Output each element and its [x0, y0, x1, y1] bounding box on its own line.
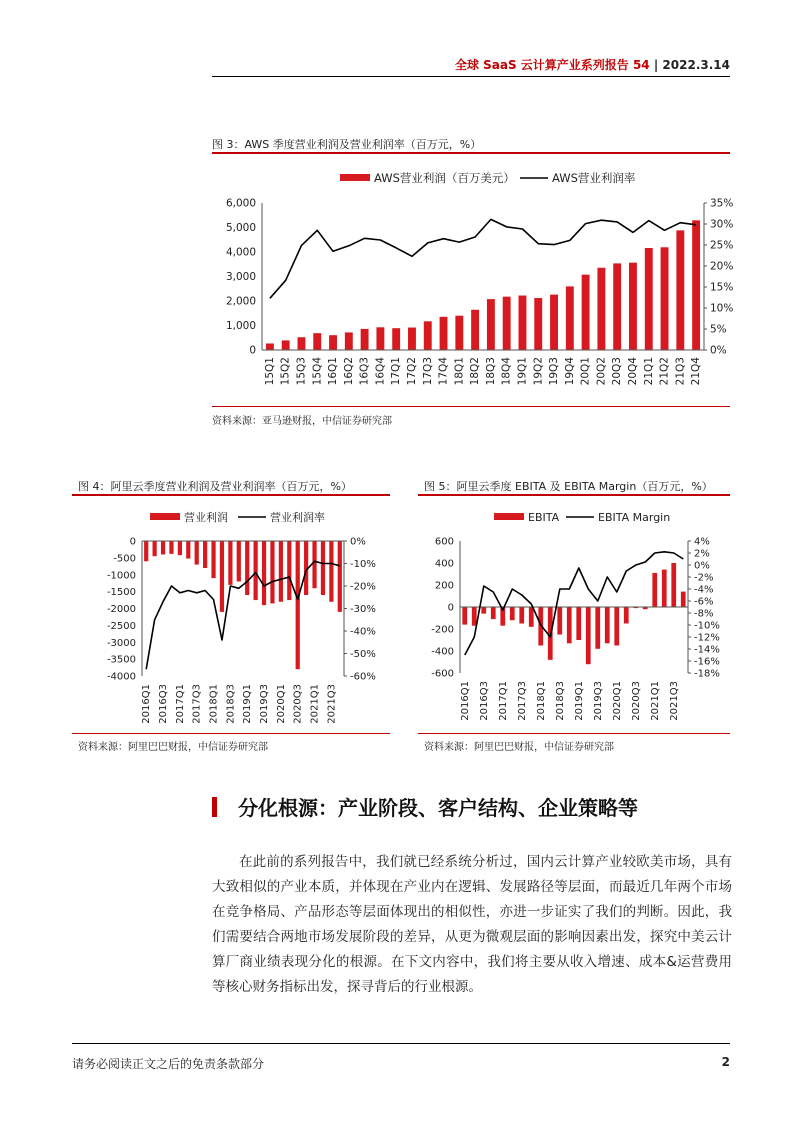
fig4-bar-2021Q4	[338, 541, 342, 612]
fig3-x-tick: 17Q1	[390, 357, 403, 386]
fig5-yleft-tick: -600	[431, 668, 454, 680]
fig4-yleft-tick: -1500	[106, 587, 136, 599]
fig3-x-tick: 17Q4	[437, 357, 450, 386]
fig4-yleft-tick: -1000	[106, 570, 136, 582]
fig5-yleft-tick: 400	[434, 558, 454, 570]
fig4-bar-2017Q3	[195, 541, 199, 565]
fig4-yright-tick: -20%	[350, 581, 376, 593]
fig5-bar-2019Q3	[595, 607, 600, 649]
fig5-bar-2020Q2	[624, 607, 629, 624]
footer-disclaimer: 请务必阅读正文之后的免责条款部分	[72, 1057, 265, 1071]
fig5-yright-tick: -6%	[694, 596, 714, 608]
fig5-bar-2021Q2	[662, 570, 667, 607]
fig3-bar-20Q1	[582, 275, 590, 350]
figure-3-source-rule	[212, 406, 730, 407]
header-date: 2022.3.14	[662, 58, 730, 72]
fig4-bar-2020Q2	[287, 541, 291, 600]
fig5-yright-tick: 0%	[694, 560, 710, 572]
fig4-x-tick: 2019Q3	[259, 684, 271, 724]
fig3-x-tick: 15Q4	[311, 357, 324, 386]
fig4-x-tick: 2021Q1	[309, 684, 321, 724]
fig5-x-tick: 2019Q3	[592, 681, 604, 721]
fig4-margin-line	[146, 561, 340, 669]
fig4-yleft-tick: -3000	[106, 637, 136, 649]
fig4-x-tick: 2020Q1	[275, 684, 287, 724]
fig5-x-tick: 2018Q3	[554, 681, 566, 721]
fig5-x-tick: 2021Q3	[668, 681, 680, 721]
figure-5-source-rule	[418, 733, 730, 734]
fig4-yright-tick: -30%	[350, 604, 376, 615]
fig3-bar-20Q4	[629, 263, 637, 350]
section-marker	[212, 797, 217, 817]
fig4-legend-line-label: 营业利润率	[270, 511, 325, 524]
fig3-bar-21Q4	[692, 220, 700, 350]
fig5-legend-line-label: EBITA Margin	[598, 511, 671, 524]
fig3-bar-21Q3	[676, 230, 684, 350]
fig3-bar-18Q3	[487, 299, 495, 350]
fig3-yleft-tick: 6,000	[225, 197, 256, 210]
fig3-bar-15Q3	[298, 337, 306, 350]
fig3-bar-18Q4	[503, 297, 511, 350]
fig3-x-tick: 15Q2	[279, 357, 292, 386]
fig3-yleft-tick: 3,000	[225, 271, 256, 283]
fig5-bar-2019Q1	[576, 607, 581, 640]
fig4-bar-2018Q4	[237, 541, 241, 582]
fig3-bar-17Q4	[440, 317, 448, 350]
fig4-yright-tick: -40%	[350, 626, 376, 638]
fig5-yright-tick: -12%	[694, 632, 720, 644]
report-header	[455, 56, 730, 73]
fig5-yright-tick: -10%	[694, 620, 720, 632]
fig3-yright-tick: 0%	[710, 344, 727, 357]
fig5-x-tick: 2018Q1	[535, 681, 547, 721]
fig5-bar-2019Q4	[605, 607, 610, 643]
fig3-bar-16Q4	[376, 327, 384, 350]
fig3-x-tick: 16Q1	[327, 357, 340, 386]
fig3-x-tick: 20Q4	[626, 357, 639, 386]
header-divider	[212, 76, 730, 77]
fig4-legend-bar-label: 营业利润	[184, 511, 228, 524]
fig3-x-tick: 21Q2	[658, 357, 671, 386]
fig4-yleft-tick: -2500	[106, 620, 136, 632]
fig4-yright-tick: -10%	[350, 559, 376, 570]
fig3-yright-tick: 15%	[710, 281, 734, 294]
fig4-bar-2017Q4	[203, 541, 207, 568]
figure-3-source: 资料来源：亚马逊财报，中信证券研究部	[212, 416, 392, 427]
fig4-yleft-tick: -2000	[106, 604, 136, 615]
fig3-legend-line-label: AWS营业利润率	[552, 171, 636, 185]
body-paragraph: 在此前的系列报告中，我们就已经系统分析过，国内云计算产业较欧美市场，具有大致相似的产业本质，并体现在产业内在逻辑、发展路径等层面，而最近几年两个市场在竞争格局、产品形态等层面体现出的相似性，亦进一步证实了我们的判断。因此，我们需要结合两地市场发展阶段的差异，从更为微观层面的影响因素出发，探究中美云计算厂商业绩表现分化的根源。在下文内容中，我们将主要从收入增速、成本&运营费用等核心财务指标出发，探寻背后的行业根源。	[212, 854, 732, 995]
fig5-yleft-tick: -200	[431, 624, 454, 636]
fig3-x-tick: 15Q1	[263, 357, 276, 386]
fig3-bar-21Q1	[645, 248, 653, 350]
fig3-x-tick: 20Q2	[595, 357, 608, 386]
fig3-x-tick: 15Q3	[295, 357, 308, 386]
figure-4-source: 资料来源：阿里巴巴财报，中信证券研究部	[78, 742, 268, 753]
fig3-x-tick: 16Q4	[374, 357, 387, 386]
fig5-bar-2016Q3	[481, 607, 486, 614]
header-separator: |	[653, 58, 659, 72]
fig3-yleft-tick: 1,000	[225, 320, 256, 332]
fig4-bar-2017Q2	[186, 541, 190, 559]
fig4-yright-tick: 0%	[350, 536, 366, 548]
fig4-bar-2021Q3	[329, 541, 333, 602]
fig4-bar-2019Q2	[254, 541, 258, 600]
fig5-bar-2017Q4	[529, 607, 534, 627]
fig5-yleft-tick: 0	[447, 602, 454, 614]
figure-3-title-rule	[212, 152, 730, 154]
fig4-bar-2021Q1	[312, 541, 316, 588]
fig3-yleft-tick: 5,000	[225, 222, 256, 234]
fig3-bar-21Q2	[661, 247, 669, 350]
fig5-yright-tick: -18%	[694, 668, 720, 680]
fig4-x-tick: 2018Q3	[225, 684, 237, 724]
fig3-bar-20Q3	[613, 263, 621, 350]
fig5-bar-2016Q4	[491, 607, 496, 619]
fig3-x-tick: 19Q3	[548, 357, 561, 386]
fig3-yright-tick: 25%	[710, 239, 734, 252]
fig3-bar-20Q2	[597, 268, 605, 350]
figure-3-title: 图 3：AWS 季度营业利润及营业利润率（百万元，%）	[212, 138, 482, 151]
fig3-bar-17Q2	[408, 328, 416, 350]
fig3-yleft-tick: 0	[249, 344, 256, 357]
fig3-x-tick: 17Q3	[421, 357, 434, 386]
fig5-yright-tick: 2%	[694, 548, 710, 560]
fig5-legend-bar-label: EBITA	[528, 511, 560, 524]
fig4-x-tick: 2017Q3	[191, 684, 203, 724]
fig4-bar-2018Q2	[220, 541, 224, 612]
fig4-bar-2016Q4	[169, 541, 173, 554]
fig3-x-tick: 18Q1	[453, 357, 466, 386]
fig4-bar-2021Q2	[321, 541, 325, 595]
figure-5-source: 资料来源：阿里巴巴财报，中信证券研究部	[424, 742, 614, 753]
fig5-yleft-tick: 200	[434, 580, 454, 592]
fig5-bar-2019Q2	[586, 607, 591, 664]
fig4-bar-2019Q1	[245, 541, 249, 595]
header-title: 全球 SaaS 云计算产业系列报告 54	[454, 58, 650, 72]
fig3-bar-17Q3	[424, 321, 432, 350]
figure-4-source-rule	[72, 733, 390, 734]
fig3-bar-15Q1	[266, 344, 274, 350]
fig4-yright-tick: -50%	[350, 649, 376, 660]
fig5-bar-2016Q1	[462, 607, 467, 625]
fig3-bar-19Q1	[519, 296, 527, 350]
fig3-x-tick: 19Q2	[532, 357, 545, 386]
fig3-yright-tick: 20%	[710, 260, 734, 273]
fig4-x-tick: 2020Q3	[292, 684, 304, 724]
fig5-yleft-tick: 600	[434, 536, 454, 548]
fig3-yleft-tick: 2,000	[225, 295, 256, 308]
fig3-bar-19Q4	[566, 286, 574, 350]
fig3-x-tick: 19Q4	[563, 357, 576, 386]
fig5-x-tick: 2019Q1	[573, 681, 585, 721]
fig3-bar-18Q2	[471, 310, 479, 350]
fig3-yright-tick: 5%	[710, 323, 727, 336]
fig4-x-tick: 2019Q1	[242, 684, 254, 724]
fig3-x-tick: 19Q1	[516, 357, 529, 386]
fig5-bar-2020Q1	[614, 607, 619, 646]
figure-4-title-rule	[72, 494, 390, 496]
fig3-x-tick: 20Q1	[579, 357, 592, 386]
fig3-x-tick: 21Q1	[642, 357, 655, 386]
fig4-bar-2019Q4	[270, 541, 274, 603]
fig3-x-tick: 18Q4	[500, 357, 513, 386]
fig3-yright-tick: 30%	[710, 218, 734, 231]
fig4-yright-tick: -60%	[350, 671, 376, 683]
fig4-x-tick: 2016Q1	[141, 684, 153, 724]
fig5-x-tick: 2020Q1	[611, 681, 623, 721]
figure-5-title: 图 5：阿里云季度 EBITA 及 EBITA Margin（百万元，%）	[424, 480, 713, 493]
fig5-legend-bar-swatch	[494, 513, 524, 520]
fig4-bar-2017Q1	[178, 541, 182, 555]
fig5-x-tick: 2021Q1	[649, 681, 661, 721]
fig3-bar-16Q2	[345, 332, 353, 350]
fig4-legend-bar-swatch	[150, 513, 180, 520]
aws-operating-profit-chart	[212, 158, 734, 403]
fig4-x-tick: 2021Q3	[326, 684, 338, 724]
fig5-bar-2021Q4	[681, 592, 686, 607]
fig4-bar-2016Q1	[144, 541, 148, 561]
fig5-bar-2017Q2	[510, 607, 515, 620]
fig3-x-tick: 16Q3	[358, 357, 371, 386]
fig4-bar-2018Q1	[211, 541, 215, 578]
figure-5-title-rule	[418, 494, 730, 496]
fig4-x-tick: 2016Q3	[158, 684, 170, 724]
fig3-x-tick: 20Q3	[611, 357, 624, 386]
fig3-bar-17Q1	[392, 328, 400, 350]
fig3-bar-15Q4	[313, 333, 321, 350]
fig3-bar-19Q3	[550, 295, 558, 350]
fig5-bar-2021Q1	[652, 573, 657, 607]
fig5-x-tick: 2016Q3	[478, 681, 490, 721]
fig4-yleft-tick: 0	[129, 536, 136, 548]
fig3-bar-15Q2	[282, 340, 290, 350]
fig3-bar-16Q3	[361, 329, 369, 350]
page-number: 2	[721, 1055, 730, 1069]
footer-divider	[72, 1043, 730, 1044]
aliyun-ebita-chart	[418, 500, 730, 730]
fig3-legend-bar-label: AWS营业利润（百万美元）	[374, 171, 515, 185]
fig4-bar-2019Q3	[262, 541, 266, 605]
fig3-x-tick: 17Q2	[405, 357, 418, 386]
fig4-bar-2018Q3	[228, 541, 232, 585]
fig3-yleft-tick: 4,000	[225, 246, 256, 259]
fig4-yleft-tick: -4000	[106, 671, 136, 683]
fig5-bar-2017Q3	[519, 607, 524, 624]
fig5-x-tick: 2020Q3	[630, 681, 642, 721]
fig3-bar-16Q1	[329, 335, 337, 350]
fig4-x-tick: 2018Q1	[208, 684, 220, 724]
fig5-x-tick: 2017Q1	[497, 681, 509, 721]
section-title: 分化根源：产业阶段、客户结构、企业策略等	[238, 796, 638, 820]
fig5-yright-tick: -4%	[694, 584, 714, 596]
fig4-yleft-tick: -3500	[106, 654, 136, 666]
fig3-x-tick: 21Q3	[674, 357, 687, 386]
fig5-x-tick: 2016Q1	[459, 681, 471, 721]
fig5-x-tick: 2017Q3	[516, 681, 528, 721]
fig5-bar-2016Q2	[472, 607, 477, 626]
fig3-x-tick: 18Q2	[469, 357, 482, 386]
fig3-bar-19Q2	[534, 298, 542, 350]
fig4-x-tick: 2017Q1	[174, 684, 186, 724]
fig5-yleft-tick: -400	[431, 646, 454, 658]
fig4-bar-2020Q3	[296, 541, 300, 669]
fig3-x-tick: 18Q3	[484, 357, 497, 386]
fig5-yright-tick: -14%	[694, 644, 720, 656]
fig5-margin-line	[465, 552, 684, 655]
fig4-bar-2020Q1	[279, 541, 283, 602]
fig3-x-tick: 21Q4	[690, 357, 703, 386]
figure-4-title: 图 4：阿里云季度营业利润及营业利润率（百万元，%）	[78, 480, 352, 493]
fig4-bar-2016Q2	[153, 541, 157, 556]
fig5-bar-2018Q3	[557, 607, 562, 635]
fig3-yright-tick: 10%	[710, 302, 734, 315]
fig4-bar-2016Q3	[161, 541, 165, 555]
fig5-bar-2021Q3	[671, 563, 676, 607]
fig3-yright-tick: 35%	[710, 197, 734, 210]
fig3-x-tick: 16Q2	[342, 357, 355, 386]
fig5-yright-tick: -8%	[694, 608, 714, 620]
fig5-bar-2018Q4	[567, 607, 572, 643]
fig3-legend-bar-swatch	[340, 174, 370, 181]
fig5-yright-tick: 4%	[694, 536, 710, 548]
fig3-bar-18Q1	[455, 316, 463, 350]
fig4-yleft-tick: -500	[113, 553, 136, 565]
fig5-yright-tick: -16%	[694, 656, 720, 668]
fig5-yright-tick: -2%	[694, 572, 714, 584]
aliyun-operating-profit-chart	[72, 500, 390, 730]
